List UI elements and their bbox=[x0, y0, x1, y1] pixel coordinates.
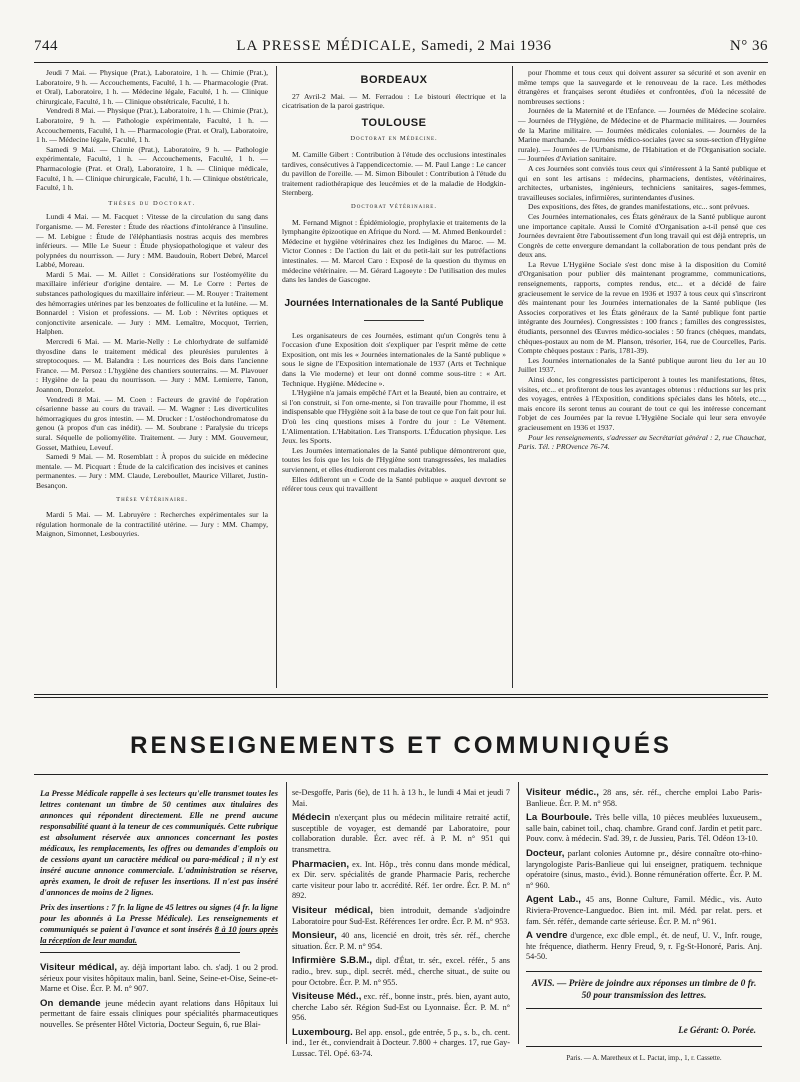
section-title: RENSEIGNEMENTS ET COMMUNIQUÉS bbox=[130, 732, 672, 759]
classified-ad: Médecin n'exerçant plus ou médecin militaire retraité actif, susceptible de voyager, est demandé par Laboratoire, pour collaboration durable. Écr. avec réf. à P. M. n° 951 qui transmettra. bbox=[292, 812, 510, 854]
veterinary-thesis: Mardi 5 Mai. — M. Labruyère : Recherches expérimentales sur la régulation hormonale de la contractilité utérine. — Jury : MM. Champy, Maignon, Simonnet, Lesbouyries. bbox=[36, 510, 268, 539]
exam-schedule-thursday: Jeudi 7 Mai. — Physique (Prat.), Laboratoire, 1 h. — Chimie (Prat.), Laboratoire, 9 h. — Accouchements, Faculté, 1 h. — Pharmacologie (Prat. et Oral), Laboratoire, 1 h. — Médecine légale, Faculté, 1 h. — Clinique chirurgicale, Faculté, 1 h. — Clinique obstétricale, Faculté, 1 h. bbox=[36, 68, 268, 106]
article-paragraph: Les Journées internationales de la Santé publique auront lieu du 1er au 10 Juillet 1937. bbox=[518, 355, 766, 375]
page-number: 744 bbox=[34, 38, 58, 54]
issue-date: Samedi, 2 Mai 1936 bbox=[420, 38, 552, 54]
thesis-wednesday: Mercredi 6 Mai. — M. Marie-Nelly : Le chlorhydrate de sulfamidé thyosdine dans le traitement médical des pleurésies purulentes à streptocoques. — M. Balandra : Les nourrices des Bois dans l'ancienne France. — M. Persoz : L'hygiène des chantiers souterrains. — M. Plavouer : Hygiène de la peau du nourrisson. — Jury : MM. Lemierre, Tanon, Joannon, Donzelot. bbox=[36, 337, 268, 394]
issue-number: N° 36 bbox=[729, 38, 768, 54]
classified-ad: Visiteur médical, ay. déjà important labo. ch. s'adj. 1 ou 2 prod. sérieux pour visites hôpitaux malin, banl. Seine, Seine-et-Oise, Seine-et-Marne et Oise. Écr. P. M. n° 907. bbox=[40, 962, 278, 994]
column-divider bbox=[512, 66, 513, 688]
thesis-friday: Vendredi 8 Mai. — M. Coen : Facteurs de gravité de l'opération césarienne basse au cours du travail. — M. Wagner : Les diverticulites hémorragiques du gros intestin. — M. Drucker : L'ostéochondromatose du genou (à propos d'un cas inédit). — M. Soubrane : Paralysie du triceps sural. Séquelle de poliomyélite. Traitement. — Jury : MM. Gouverneur, Gosset, Mathieu, Leveuf. bbox=[36, 394, 268, 452]
notice-rule bbox=[40, 952, 240, 953]
classifieds-notice: La Presse Médicale rappelle à ses lecteurs qu'elle transmet toutes les lettres contenant un timbre de 50 centimes aux titulaires des annonces qui répondent directement. Elle ne prend aucune responsabilité quant à la teneur de ces communiqués. Cette rubrique est absolument réservée aux annonces concernant les postes médicaux, les remplacements, les offres ou demandes d'emplois ou de cessions ayant un caractère médical ou para-médical ; il n'y est inséré aucune annonce commerciale. L'administration se réserve, après examen, le droit de refuser les insertions. Il n'est pas inséré d'annonces de moins de 2 lignes. bbox=[40, 789, 278, 897]
classified-ad: Docteur, parlant colonies Automne pr., désire connaître oto-rhino-laryngologiste Paris-Banlieue qui lui enseigner, pratiquem. technique opératoire (sinus, masto., évid.). Bonne rémunération offerte. Écr. P. M. n° 960. bbox=[526, 847, 762, 890]
heading-bordeaux: BORDEAUX bbox=[360, 74, 428, 86]
subheading-veterinary-doctorate: Doctorat Vétérinaire. bbox=[351, 202, 437, 210]
article-paragraph: A ces Journées sont conviés tous ceux qui s'intéressent à la Santé publique et qui en sont les artisans : médecins, pharmaciens, dentistes, vétérinaires, architectes, urbanistes, ingénieurs, techniciens sanitaires, sages-femmes, travailleuses sociales, infirmières, surintendantes d'usines. bbox=[518, 163, 766, 202]
classified-ad: Visiteur médic., 28 ans, sér. réf., cherche emploi Labo Paris-Banlieue. Écr. P. M. n° 958. bbox=[526, 787, 762, 808]
heading-toulouse: TOULOUSE bbox=[361, 116, 427, 129]
classified-ad: Agent Lab., 45 ans, Bonne Culture, Famil. Médic., vis. Auto Riviera-Provence-Languedoc. Bien int. mil. Méd. par relat. pers. et fam. Sér. référ., demande carte sérieuse. Écr. P. M. n° 961. bbox=[526, 894, 762, 926]
subheading-veterinary-thesis: Thèse Vétérinaire. bbox=[116, 495, 188, 503]
classified-ad: Luxembourg. Bel app. ensol., gde entrée, 5 p., s. b., ch. cent. ind., 1er ét., conviendrait à Docteur. 7.800 + charges. 17, rue Gay-Lussac. Tél. Opé. 63-74. bbox=[292, 1026, 510, 1059]
exam-schedule-friday: Vendredi 8 Mai. — Physique (Prat.), Laboratoire, 1 h. — Chimie (Prat.), Laboratoire, 9 h. — Pathologie expérimentale, Faculté, 1 h. — Accouchements, Faculté, 1 h. — Pharmacologie (Prat. et Oral), Laboratoire, 1 h. — Médecine légale, Faculté, 1 h. bbox=[36, 106, 268, 145]
classified-ad: On demande jeune médecin ayant relations dans Hôpitaux lui permettant de faire essais cliniques pour spécialités pharmaceutiques nouvelles. Se présenter Hôtel Victoria, Docteur Seguin, 6, rue Blai- bbox=[40, 997, 279, 1029]
article-contact: Pour les renseignements, s'adresser au Secrétariat général : 2, rue Chauchat, Paris. Tél. : PROvence 76-74. bbox=[518, 432, 766, 452]
journal-title: LA PRESSE MÉDICALE, bbox=[236, 38, 417, 54]
thesis-saturday: Samedi 9 Mai. — M. Rosemblatt : À propos du suicide en médecine mentale. — M. Picquart : Étude de la calcification des incisives et canines permanentes. — Jury : MM. Claude, Lereboullet, Maurice Villaret, Justin-Besançon. bbox=[36, 452, 268, 490]
classified-ad-continued: se-Desgoffe, Paris (6e), de 11 h. à 13 h., le lundi 4 Mai et jeudi 7 Mai. bbox=[292, 788, 510, 808]
article-paragraph: Ainsi donc, les congressistes participeront à toutes les manifestations, fêtes, visites, etc... et profiteront de tous les avantages obtenus : réductions sur les prix des voyages, entrées à l'Exposition, conditions spéciales dans les hôtels, etc..., mais encore ils seront tenus au courant de tout ce qui les intéresse concernant l'objet de ces Journées par la revue L'Hygiène Sociale qui leur sera envoyée gracieusement en 1936 et 1937. bbox=[518, 375, 766, 432]
header-rule bbox=[34, 62, 768, 63]
bordeaux-thesis: 27 Avril-2 Mai. — M. Ferradou : Le bistouri électrique et la cicatrisation de la paroi gastrique. bbox=[282, 91, 506, 111]
column-divider bbox=[276, 66, 277, 688]
subheading-medicine-doctorate: Doctorat en Médecine. bbox=[350, 135, 438, 143]
section-rule-top bbox=[34, 694, 768, 695]
article-paragraph: pour l'homme et tous ceux qui doivent assurer sa sécurité et son avenir en même temps que la sauvegarde et le renouveau de la race. Les méthodes étrangères et françaises seront étudiées et confrontées, d'où la nécessité de nombreuses sections : bbox=[518, 68, 766, 106]
column-divider bbox=[286, 782, 287, 1044]
avis-notice: AVIS. — Prière de joindre aux réponses un timbre de 0 fr. 50 pour transmission des lettres. bbox=[526, 971, 762, 1009]
subheading-theses: Thèses du Doctorat. bbox=[108, 199, 196, 207]
exam-schedule-saturday: Samedi 9 Mai. — Chimie (Prat.), Laboratoire, 9 h. — Pathologie expérimentale, Faculté, 1 h. — Accouchements, Faculté, 1 h. — Pharmacologie (Prat. et Oral), Laboratoire, 1 h. — Clinique médicale, Faculté, 1 h. — Clinique chirurgicale, Faculté, 1 h. — Clinique obstétricale, Faculté, 1 h. bbox=[36, 144, 268, 193]
classified-ad: Visiteur médical, bien introduit, demande s'adjoindre Laboratoire pour Sud-Est. Références 1er ordre. Écr. P. M. n° 953. bbox=[292, 904, 511, 926]
classified-ad: Monsieur, 40 ans, licencié en droit, très sér. réf., cherche situation. Écr. P. M. n° 954. bbox=[292, 930, 510, 951]
thesis-tuesday: Mardi 5 Mai. — M. Aillet : Considérations sur l'ostéomyélite du maxillaire inférieur d'origine dentaire. — M. Le Corre : Pertes de substances pathologiques du maxillaire inférieur. — M. Rouyer : Traitement des hémorragies utérines par les benzoates de folliculine et la lutéine. — M. Bonnardel : Vision et professions. — M. Lob : Névrites optiques et conjonctivite arsenicale. — Jury : MM. Lemaître, Mocquot, Terrien, Halphen. bbox=[36, 269, 268, 337]
article-title: Journées Internationales de la Santé Publique bbox=[284, 297, 504, 309]
toulouse-veterinary-theses: M. Fernand Mignot : Épidémiologie, prophylaxie et traitements de la lymphangite épizootique en Afrique du Nord. — M. Ahmed Benkourdel : Médecine et hygiène vétérinaires chez les Indigènes du Maroc. — M. Victor Connes : De l'action du lait et du petit-lait sur les putréfactions intestinales. — M. Marcel Caro : Exposé de la question du thymus en médecine vétérinaire. — M. Gérard Lagoeyte : De l'utilisation des mules dans les landes de Gascogne. bbox=[282, 217, 506, 285]
column-left bbox=[36, 68, 268, 539]
classifieds-prices: Prix des insertions : 7 fr. la ligne de 45 lettres ou signes (4 fr. la ligne pour les abonnés à La Presse Médicale). Les renseignements et communiqués se paient à l'avance et sont insérés 8 à 10 jours après la réception de leur mandat. bbox=[40, 903, 278, 945]
article-paragraph: Ces Journées internationales, ces États généraux de la Santé publique auront une importance capitale. Aussi le Comité d'Organisation a-t-il pensé que ces Journées devraient être l'aboutissement d'un long travail qui est déjà entrepris, un Congrès de cette envergure demandant la collaboration de tous pendant près de deux ans. bbox=[518, 211, 766, 260]
title-rule bbox=[364, 320, 424, 321]
classifieds-left bbox=[40, 788, 278, 1035]
printer-imprint: Paris. — A. Maretheux et L. Pactat, imp., 1, r. Cassette. bbox=[526, 1046, 762, 1064]
column-divider bbox=[518, 782, 519, 1044]
classified-ad: La Bourboule. Très belle villa, 10 pièces meublées luxueusem., salle bain, cabinet toil., chaq. chambre. Grand conf. Jardin et petit parc. Pouv. conv. à médecin. S'ad. 39, r. de Jussieu, Paris. Tél. Odéon 13-10. bbox=[526, 812, 762, 844]
classifieds-right bbox=[526, 788, 762, 1063]
manager-signature: Le Gérant: O. Porée. bbox=[678, 1024, 756, 1035]
classified-ad: Pharmacien, ex. Int. Hôp., très connu dans monde médical, ex Dir. serv. spécialités de grande Pharmacie Paris, recherche carte visiteur pour labo tr. accrédité. Réf. 1er ordre. Écr. P. M. n° 892. bbox=[292, 858, 510, 901]
article-paragraph: Des expositions, des fêtes, de grandes manifestations, etc... sont prévues. bbox=[528, 202, 750, 212]
toulouse-medicine-theses: M. Camille Gibert : Contribution à l'étude des occlusions intestinales tardives, consécutives à l'appendicectomie. — M. Paul Lange : Le cancer du pavillon de l'oreille. — M. Simon Biboulet : Contribution à l'étude du traitement radiothérapique des leucémies et de la maladie de Hodgkin-Sternberg. bbox=[282, 149, 506, 198]
column-right bbox=[518, 68, 766, 452]
page-header bbox=[34, 38, 768, 62]
classified-ad: Visiteuse Méd., exc. réf., bonne instr., prés. bien, ayant auto, cherche Labo sér. Région Sud-Est ou Lyonnaise. Écr. P. M. n° 956. bbox=[292, 991, 510, 1023]
section-rule-top-double bbox=[34, 697, 768, 698]
article-paragraph: Les organisateurs de ces Journées, estimant qu'un Congrès tenu à l'occasion d'une Exposition doit s'expliquer par l'esprit même de cette Exposition, ont mis les « Journées internationales de la Santé publique » sous le signe de l'Exposition internationale de 1937 (Arts et Technique dans la Vie moderne) et leur ont donné comme sous-titre : « Art. Technique. Hygiène. Médecine ». bbox=[282, 330, 506, 388]
article-paragraph: Elles édifieront un « Code de la Santé publique » auquel devront se référer tous ceux qui travaillent bbox=[282, 474, 506, 494]
classified-ad: Infirmière S.B.M., dipl. d'État, tr. sér., excel. référ., 5 ans radio., brev. sup., dipl. secrét. méd., cherche situat., de suite ou pour Octobre. Écr. P. M. n° 955. bbox=[292, 955, 510, 987]
classifieds-middle bbox=[292, 788, 510, 1064]
article-paragraph: Les Journées internationales de la Santé publique démontreront que, toutes les fois que les lois de l'Hygiène sont transgressées, les maladies surviennent, et elles étudieront ces maladies évitables. bbox=[282, 445, 506, 474]
column-middle bbox=[282, 68, 506, 494]
article-paragraph: L'Hygiène n'a jamais empêché l'Art et la Beauté, bien au contraire, et si l'on construit, si l'on orne-mente, si l'on travaille pour l'homme, il est indispensable que l'Hygiène soit à la base de tout ce que l'on fait pour lui. D'où les cinq questions mises à l'ordre du jour : Le Vêtement. L'Alimentation. L'Habitation. Les Transports. L'Éducation physique. Les Jeux. les Sports. bbox=[282, 388, 506, 446]
article-sections-list: Journées de la Maternité et de l'Enfance. — Journées de Médecine scolaire. — Journées de l'Hygiène, de Médecine et de Pharmacie militaires. — Journées de la Marine militaire. — Journées médicales coloniales. — Journées de la Marine marchande. — Journées médico-sociales (avec sa sous-section d'Hygiène rurale). — Journées de l'Urbanisme, de l'Habitation et de l'Organisation sociale. — Journées d'Aviation sanitaire. bbox=[518, 106, 766, 164]
article-paragraph: La Revue L'Hygiène Sociale s'est donc mise à la disposition du Comité d'Organisation pour publier dès maintenant programme, communications, renseignements, rapports, comptes rendus, etc... et a décidé de faire gracieusement le service de la revue en 1936 et 1937 à tous ceux qui s'inscriront dès maintenant pour les Journées internationales de la Santé publique (les Associes corporatives et les États généraux de la Santé publique font partie intégrante des Journées). Congressistes : 100 francs ; familles des congressistes, étudiants, personnel des Œuvres médico-sociales : 50 francs (chèques, mandats, chèques-postaux au nom de M. Planson, trésorier, 164, rue de Courcelles, Paris. Compte chèques postaux : Paris, 1781-39). bbox=[518, 259, 766, 356]
section-rule-bottom bbox=[34, 774, 768, 775]
classified-ad: A vendre d'urgence, exc dble empl., ét. de neuf, U. V., Infr. rouge, hte fréquence, diatherm. Henry Freud, 9, r. Fg-St-Honoré, Paris. Anj. 54-50. bbox=[526, 930, 762, 962]
thesis-monday: Lundi 4 Mai. — M. Facquet : Vitesse de la circulation du sang dans l'organisme. — M. Ferester : Étude des réactions d'intolérance à l'insuline. — M. Lebigue : Étude de l'éléphantiasis nostras acquis des membres inférieurs. — Mlle Le Sueur : Étude physiopathologique et valeur des polypnées du nourrisson. — Jury : MM. Baudouin, Robert Debré, Marcel Labbé, Moreau. bbox=[36, 212, 268, 270]
